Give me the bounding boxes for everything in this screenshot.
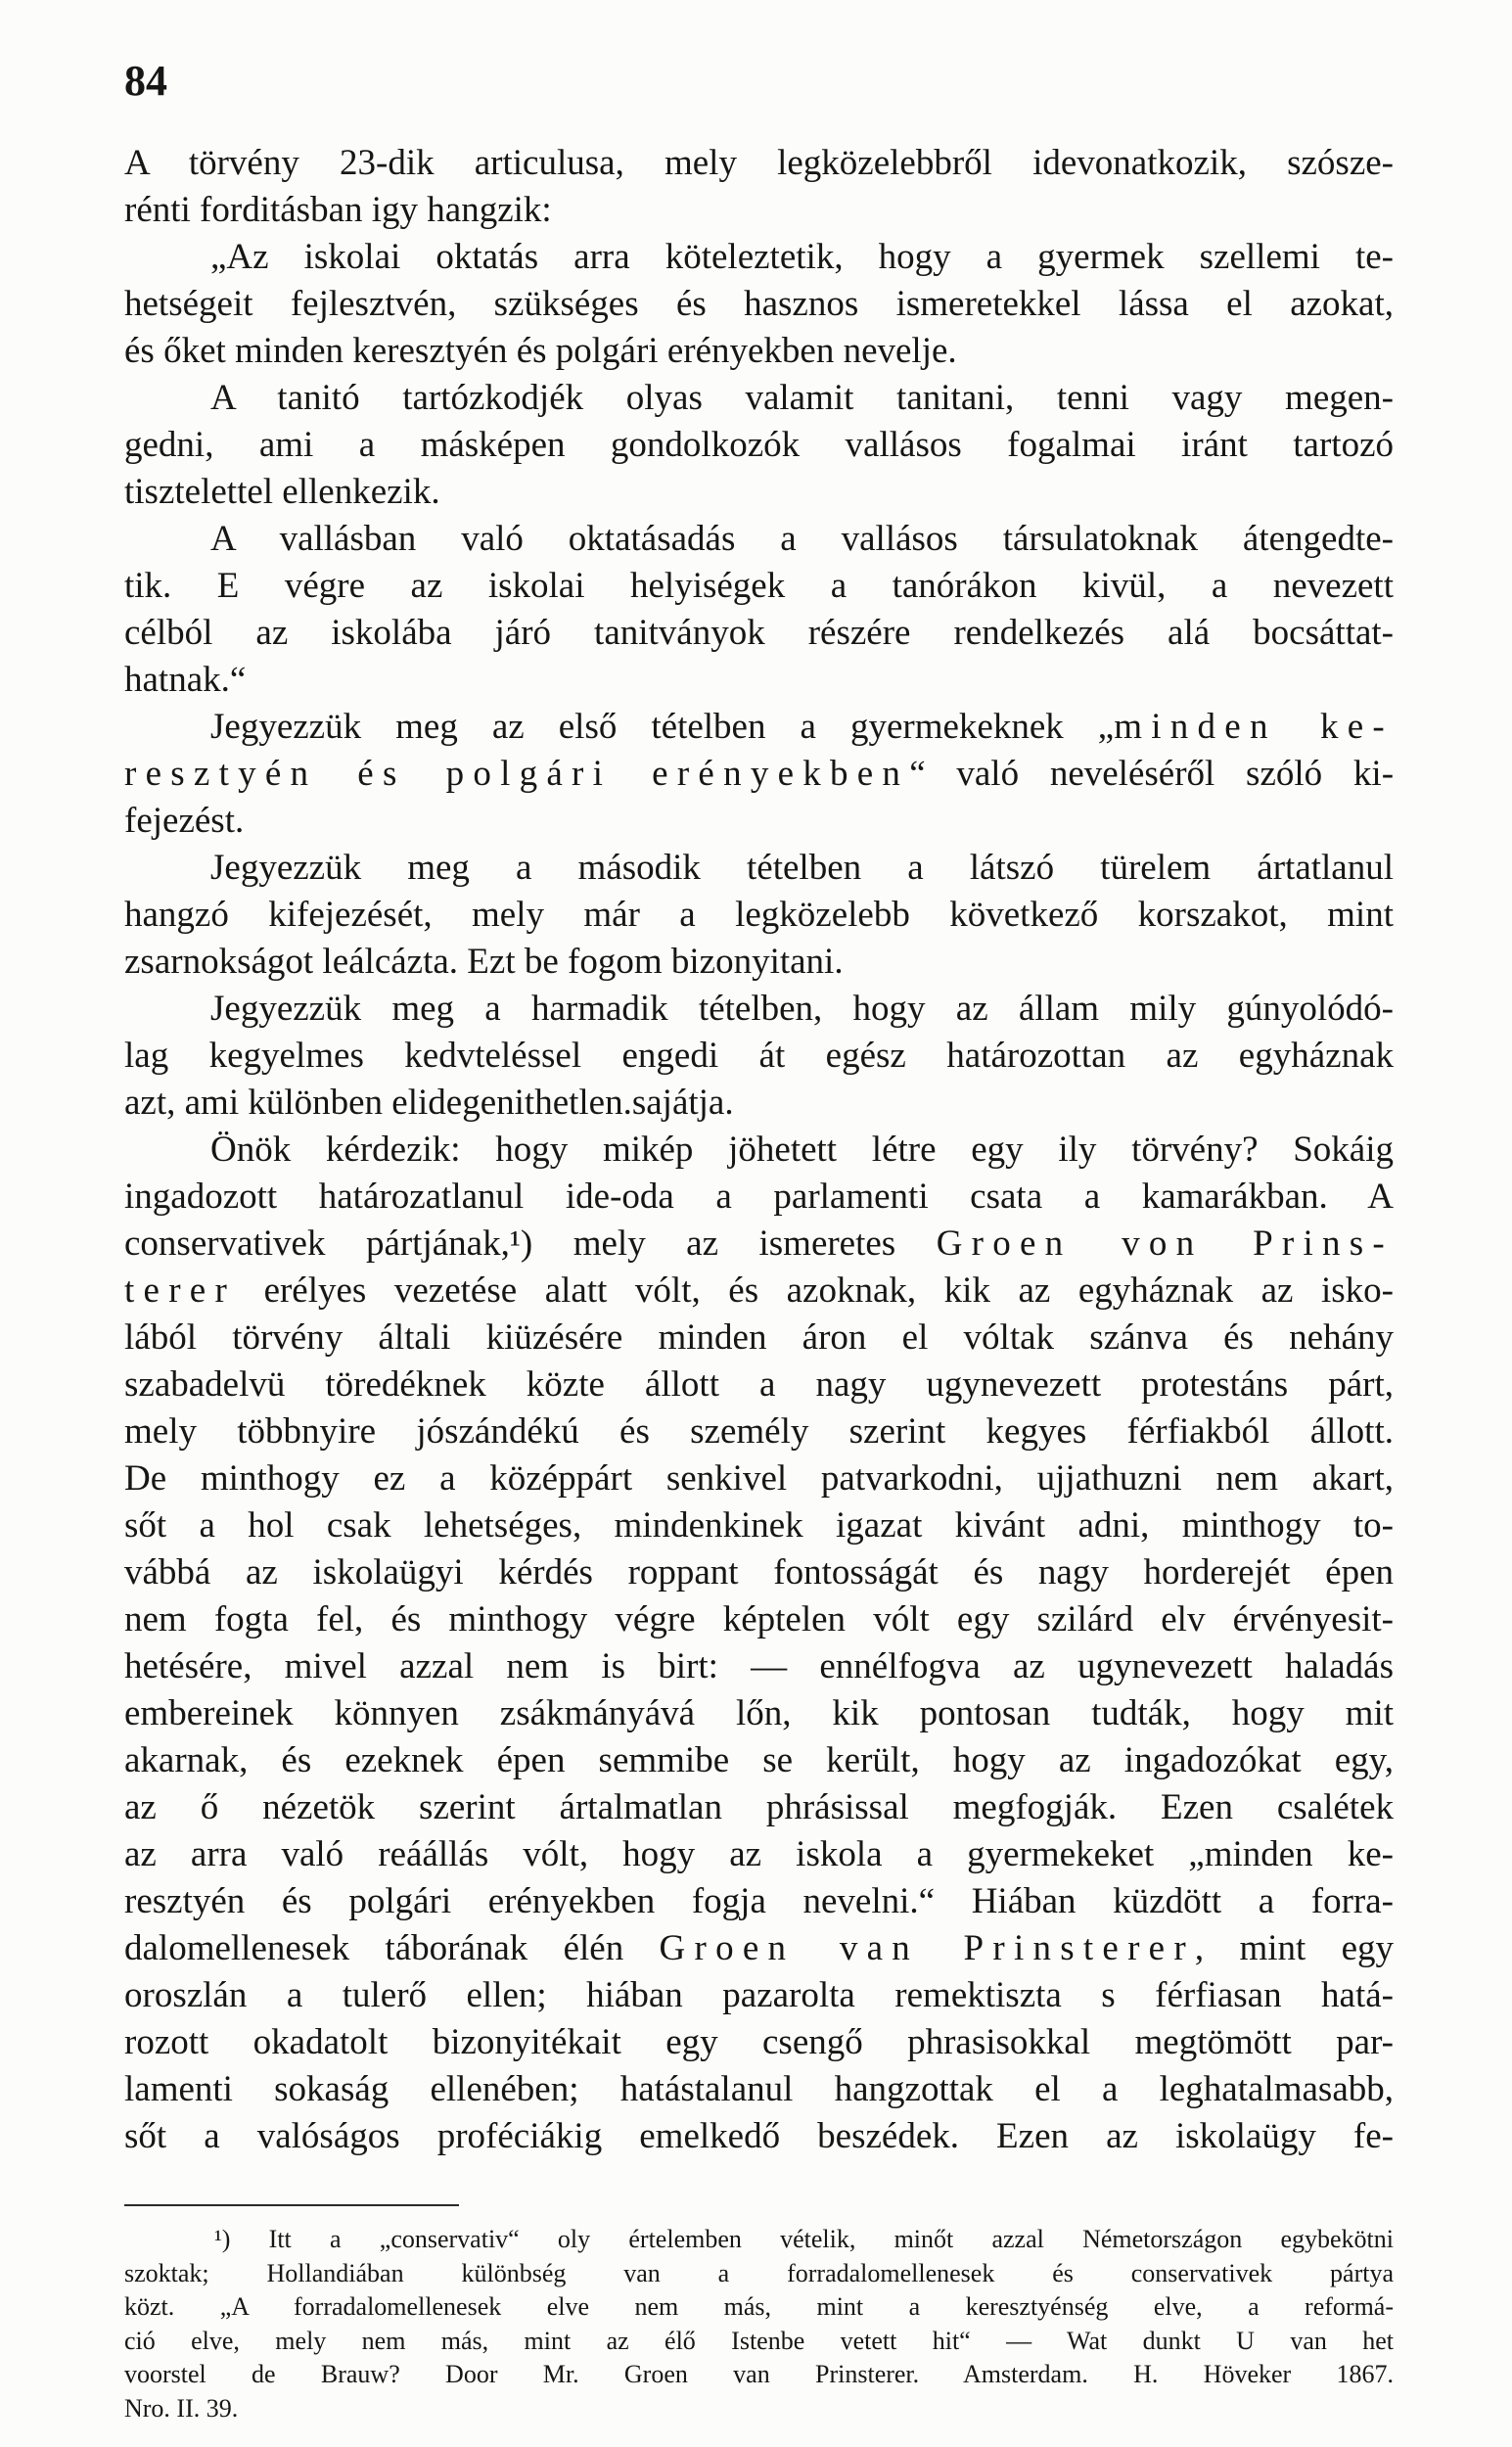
page-number: 84 [124,57,167,105]
text-line: lából törvény általi kiüzésére minden áron el vóltak szánva és nehány [124,1317,1394,1358]
text-line [124,751,1394,798]
text-line: fejezést. [124,801,245,841]
text-line [124,1268,1394,1315]
text-segment: dalomellenesek táborának élén [124,1928,660,1968]
text-line: sőt a hol csak lehetséges, mindenkinek igazat kivánt adni, minthogy to- [124,1505,1394,1546]
footnote-line: voorstel de Brauw? Door Mr. Groen van Prinsterer. Amsterdam. H. Höveker 1867. [124,2360,1394,2389]
text-line: rénti forditásban igy hangzik: [124,190,552,230]
text-line: és őket minden keresztyén és polgári erényekben nevelje. [124,331,957,371]
text-line: azt, ami különben elidegenithetlen.sajátja. [124,1083,734,1123]
text-line: Jegyezzük meg a harmadik tételben, hogy az állam mily gúnyolódó- [210,989,1394,1029]
text-line: zsarnokságot leálcázta. Ezt be fogom bizonyitani. [124,942,844,982]
text-line: „Az iskolai oktatás arra köteleztetik, hogy a gyermek szellemi te- [210,237,1394,277]
main-text [124,140,1394,2160]
spaced-text: Groen von Prins- [936,1224,1394,1264]
text-line: lag kegyelmes kedvteléssel engedi át egész határozottan az egyháznak [124,1036,1394,1076]
spaced-text: minden ke- [1114,707,1394,747]
text-line: embereinek könnyen zsákmányává lőn, kik pontosan tudták, hogy mit [124,1693,1394,1733]
footnote-line: Nro. II. 39. [124,2393,239,2423]
text-segment: Jegyezzük meg az első tételben a gyermekeknek „ [210,707,1115,747]
text-line: hetségeit fejlesztvén, szükséges és hasznos ismeretekkel lássa el azokat, [124,284,1394,324]
text-line: lamenti sokaság ellenében; hatástalanul hangzottak el a leghatalmasabb, [124,2069,1394,2109]
text-segment: erélyes vezetése alatt vólt, és azoknak, kik az egyháznak az isko- [236,1270,1394,1311]
footnotes [124,2223,1394,2426]
text-line: Önök kérdezik: hogy mikép jöhetett létre egy ily törvény? Sokáig [210,1130,1394,1170]
spaced-text: resztyén és polgári erényekben [124,754,910,794]
text-line: gedni, ami a másképen gondolkozók vallásos fogalmai iránt tartozó [124,425,1394,465]
text-segment: “ való neveléséről szóló ki- [909,754,1394,794]
text-line: A tanitó tartózkodjék olyas valamit tanitani, tenni vagy megen- [210,378,1394,418]
text-line: szabadelvü töredéknek közte állott a nagy ugynevezett protestáns párt, [124,1364,1394,1405]
footnote-line: szoktak; Hollandiában különbség van a forradalomellenesek és conservativek pártya [124,2258,1394,2287]
text-line: A vallásban való oktatásadás a vallásos társulatoknak átengedte- [210,519,1394,559]
text-line: hetésére, mivel azzal nem is birt: — ennélfogva az ugynevezett haladás [124,1646,1394,1686]
text-line: hangzó kifejezését, mely már a legközelebb következő korszakot, mint [124,895,1394,935]
spaced-text: Groen van Prinsterer [659,1928,1195,1968]
text-line: vábbá az iskolaügyi kérdés roppant fontosságát és nagy horderejét épen [124,1552,1394,1593]
spaced-text: terer [124,1270,237,1311]
text-segment: , mint egy [1194,1928,1394,1968]
text-line: sőt a valóságos proféciákig emelkedő beszédek. Ezen az iskolaügy fe- [124,2116,1394,2156]
text-segment: conservativek pártjának,¹) mely az ismeretes [124,1224,937,1264]
text-line: oroszlán a tulerő ellen; hiában pazarolta remektiszta s férfiasan hatá- [124,1975,1394,2015]
text-line: nem fogta fel, és minthogy végre képtelen vólt egy szilárd elv érvényesit- [124,1599,1394,1639]
text-line: akarnak, és ezeknek épen semmibe se került, hogy az ingadozókat egy, [124,1740,1394,1780]
text-line: De minthogy ez a középpárt senkivel patvarkodni, ujjathuzni nem akart, [124,1458,1394,1499]
text-line: ingadozott határozatlanul ide-oda a parlamenti csata a kamarákban. A [124,1177,1394,1217]
text-line: célból az iskolába járó tanitványok részére rendelkezés alá bocsáttat- [124,613,1394,653]
text-line: az ő nézetök szerint ártalmatlan phrásissal megfogják. Ezen csalétek [124,1787,1394,1827]
text-line [124,1221,1394,1268]
text-line: rozott okadatolt bizonyitékait egy csengő phrasisokkal megtömött par- [124,2022,1394,2062]
footnote-line: ¹) Itt a „conservativ“ oly értelemben vételik, minőt azzal Németországon egybekötni [214,2225,1394,2253]
footnote-line: ció elve, mely nem más, mint az élő Istenbe vetett hit“ — Wat dunkt U van het [124,2326,1394,2355]
text-line: A törvény 23-dik articulusa, mely legközelebbről idevonatkozik, szósze- [124,143,1394,183]
footnote-line: közt. „A forradalomellenesek elve nem más, mint a keresztyénség elve, a reformá- [124,2292,1394,2322]
text-line: resztyén és polgári erényekben fogja nevelni.“ Hiában küzdött a forra- [124,1881,1394,1921]
text-line: tik. E végre az iskolai helyiségek a tanórákon kivül, a nevezett [124,566,1394,606]
text-line: az arra való reáállás vólt, hogy az iskola a gyermekeket „minden ke- [124,1834,1394,1874]
text-line: tisztelettel ellenkezik. [124,472,440,512]
text-line: Jegyezzük meg a második tételben a látszó türelem ártatlanul [210,848,1394,888]
text-line: mely többnyire jószándékú és személy szerint kegyes férfiakból állott. [124,1411,1394,1452]
footnote-separator [124,2204,459,2206]
text-line [124,704,1394,751]
text-line: hatnak.“ [124,660,247,700]
text-line [124,1925,1394,1972]
